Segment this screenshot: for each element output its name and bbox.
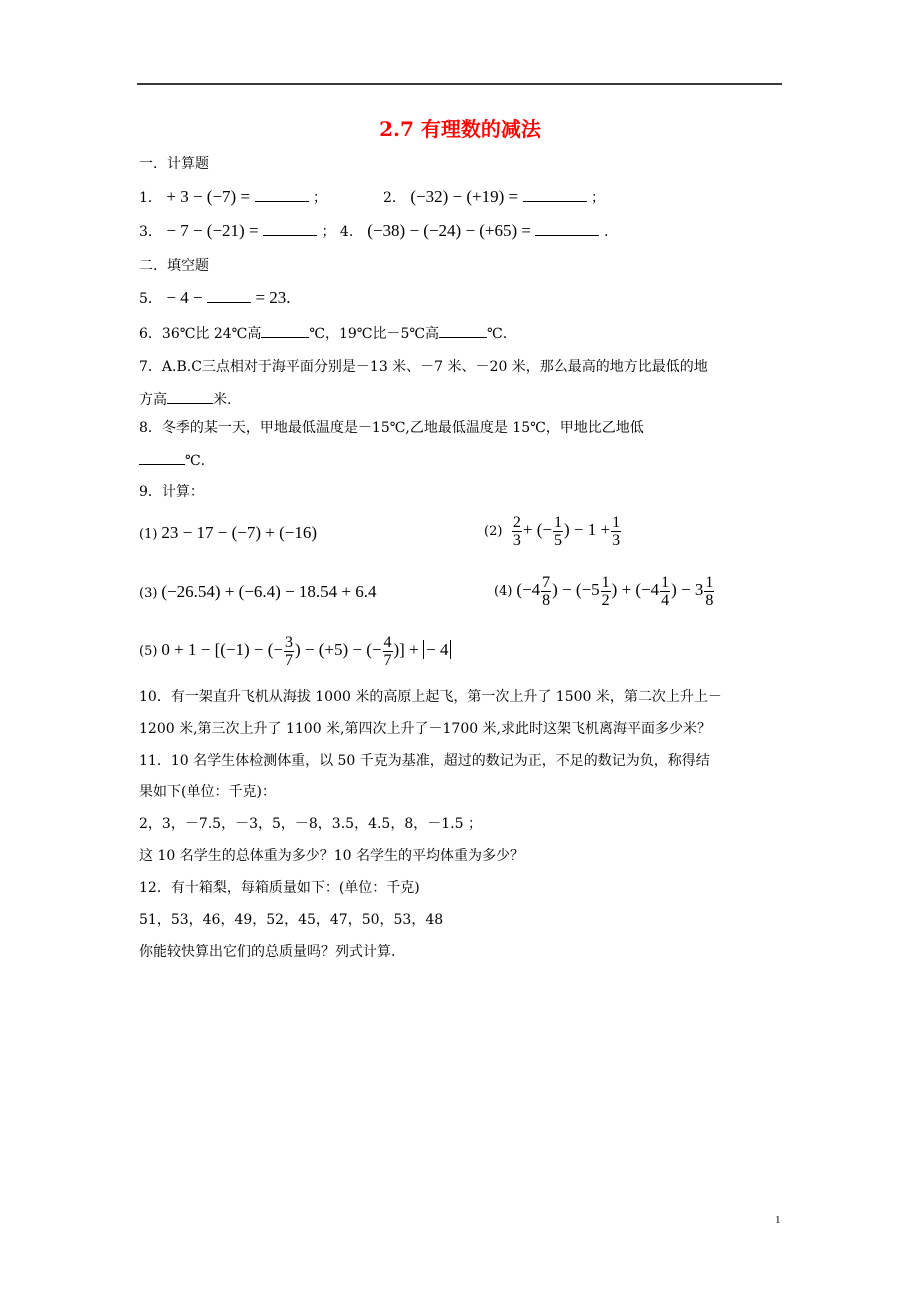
q-expr: − 7 − (−21) = bbox=[166, 221, 259, 240]
q-num: 5． bbox=[139, 291, 162, 307]
part-tag: (2) bbox=[484, 524, 503, 539]
part-tag: (4) bbox=[494, 584, 513, 599]
q-text: 方高 bbox=[139, 392, 167, 408]
q-expr: (−32) − (+19) = bbox=[410, 187, 519, 206]
q-expr: − 4 − bbox=[166, 288, 203, 307]
question-8-line1: 8．冬季的某一天，甲地最低温度是－15℃,乙地最低温度是 15℃，甲地比乙地低 bbox=[139, 420, 644, 436]
part-tag: (5) bbox=[139, 644, 158, 659]
fraction: $\frac{1}{3}$ bbox=[612, 513, 621, 549]
question-8-line2 bbox=[139, 450, 205, 471]
question-1 bbox=[139, 187, 327, 208]
punct: ； bbox=[312, 190, 327, 206]
question-11-data: 2，3，－7.5，－3，5，－8，3.5，4.5，8，－1.5 ； bbox=[139, 816, 482, 832]
part-expr: 23 − 17 − (−7) + (−16) bbox=[161, 523, 318, 542]
question-12-line3: 你能较快算出它们的总质量吗？列式计算. bbox=[139, 944, 396, 960]
q-expr: (−38) − (−24) − (+65) = bbox=[367, 221, 532, 240]
part-expr: ) + (−4 bbox=[611, 580, 660, 599]
answer-blank bbox=[167, 389, 213, 404]
question-2 bbox=[383, 187, 605, 208]
question-11-line2: 果如下(单位：千克)： bbox=[139, 784, 276, 800]
q-text: ℃. bbox=[487, 326, 508, 342]
page-number: 1 bbox=[775, 1214, 781, 1226]
question-5 bbox=[139, 288, 291, 309]
answer-blank bbox=[255, 187, 309, 202]
q9-part-3 bbox=[139, 582, 377, 604]
question-7-line1: 7．A.B.C三点相对于海平面分别是－13 米、－7 米、－20 米，那么最高的地方比最低的地 bbox=[139, 359, 708, 375]
q-expr: = 23. bbox=[255, 288, 291, 307]
part-expr: ) − (+5) − (− bbox=[295, 640, 382, 659]
question-10-line2: 1200 米,第三次上升了 1100 米,第四次上升了－1700 米,求此时这架飞机离海平面多少米？ bbox=[139, 721, 712, 737]
part-expr: ) − 3 bbox=[671, 580, 704, 599]
header-rule bbox=[137, 83, 782, 85]
part-expr: (−4 bbox=[516, 580, 541, 599]
fraction: $\frac{1}{5}$ bbox=[553, 513, 562, 549]
answer-blank bbox=[535, 221, 599, 236]
fraction: $\frac{2}{3}$ bbox=[512, 513, 521, 549]
section-calc-heading: 一．计算题 bbox=[139, 156, 209, 172]
question-11-line1: 11．10 名学生体检测体重，以 50 千克为基准，超过的数记为正，不足的数记为负，称得结 bbox=[139, 753, 710, 769]
part-expr: + (− bbox=[522, 520, 552, 539]
question-6 bbox=[139, 323, 507, 344]
answer-blank bbox=[261, 323, 309, 338]
answer-blank bbox=[263, 221, 317, 236]
question-11-line4: 这 10 名学生的总体重为多少？10 名学生的平均体重为多少？ bbox=[139, 848, 524, 864]
answer-blank bbox=[207, 288, 251, 303]
question-9-label: 9．计算： bbox=[139, 484, 204, 500]
part-expr: )] + bbox=[393, 640, 419, 659]
answer-blank bbox=[439, 323, 487, 338]
absolute-value: − 4 bbox=[423, 640, 451, 659]
q9-part-5 bbox=[139, 632, 451, 670]
fraction: $\frac{7}{8}$ bbox=[542, 573, 551, 609]
section-fill-heading: 二．填空题 bbox=[139, 258, 209, 274]
part-expr: 0 + 1 − [(−1) − (− bbox=[161, 640, 284, 659]
fraction: $\frac{4}{7}$ bbox=[383, 633, 392, 669]
q-num: 2． bbox=[383, 190, 406, 206]
question-10-line1: 10．有一架直升飞机从海拔 1000 米的高原上起飞，第一次上升了 1500 米，第二次上升上－ bbox=[139, 689, 722, 705]
page-title: 2.7 有理数的减法 bbox=[379, 117, 541, 141]
part-expr: (−26.54) + (−6.4) − 18.54 + 6.4 bbox=[161, 582, 377, 601]
fraction: $\frac{1}{8}$ bbox=[705, 573, 714, 609]
question-7-line2 bbox=[139, 389, 231, 410]
q-text: ℃，19℃比－5℃高 bbox=[309, 326, 440, 342]
part-expr: ) − (−5 bbox=[552, 580, 600, 599]
q-num: 1． bbox=[139, 190, 162, 206]
q9-part-1 bbox=[139, 523, 317, 545]
answer-blank bbox=[139, 450, 185, 465]
punct: ； bbox=[591, 190, 606, 206]
q-text: ℃. bbox=[185, 453, 206, 469]
q9-part-4 bbox=[494, 572, 715, 610]
part-expr: ) − 1 + bbox=[563, 520, 611, 539]
fraction: $\frac{1}{4}$ bbox=[661, 573, 670, 609]
part-tag: (3) bbox=[139, 586, 158, 601]
part-tag: (1) bbox=[139, 527, 158, 542]
punct: . bbox=[603, 224, 609, 240]
question-12-line1: 12．有十箱梨，每箱质量如下：(单位：千克) bbox=[139, 880, 420, 896]
q-num: 4． bbox=[339, 224, 363, 240]
q-text: 米. bbox=[213, 392, 232, 408]
q9-part-2 bbox=[484, 512, 622, 550]
q-num: 6． bbox=[139, 326, 162, 342]
q-text: 36℃比 24℃高 bbox=[161, 326, 262, 342]
q-expr: + 3 − (−7) = bbox=[166, 187, 251, 206]
answer-blank bbox=[523, 187, 587, 202]
fraction: $\frac{1}{2}$ bbox=[601, 573, 610, 609]
punct: ； bbox=[321, 224, 336, 240]
question-12-data: 51，53，46，49，52，45，47，50，53，48 bbox=[139, 912, 444, 928]
q-num: 3． bbox=[139, 224, 162, 240]
question-3 bbox=[139, 221, 608, 242]
fraction: $\frac{3}{7}$ bbox=[285, 633, 294, 669]
